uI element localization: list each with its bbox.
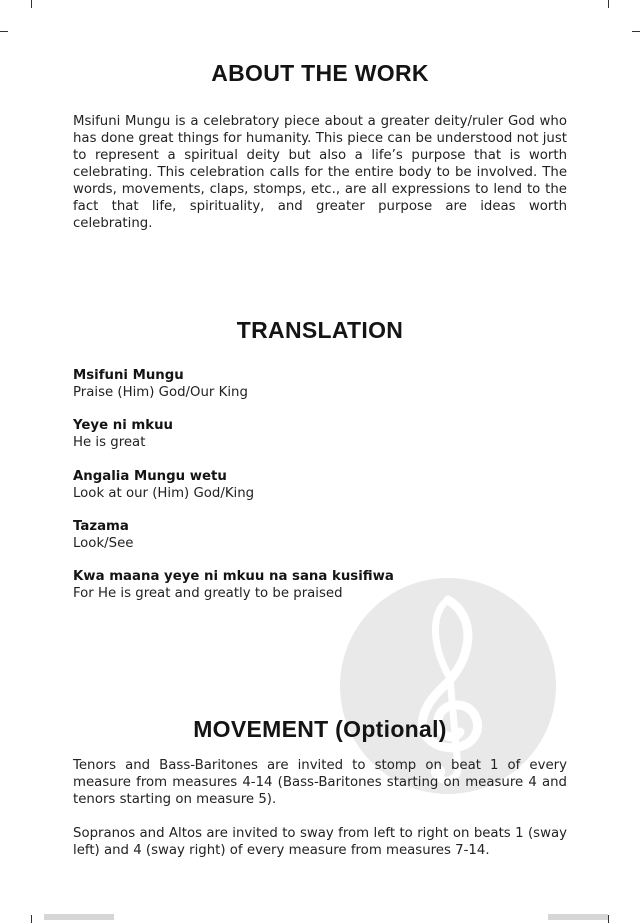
movement-paragraph: Sopranos and Altos are invited to sway from left to right on beats 1 (sway left) and 4 (sway right) of every measure from measures 7-14. bbox=[73, 826, 567, 858]
crop-mark-top-right bbox=[608, 0, 609, 8]
crop-mark-top-left-h bbox=[0, 31, 8, 32]
english-line: For He is great and greatly to be praised bbox=[73, 586, 343, 601]
swahili-line: Angalia Mungu wetu bbox=[73, 469, 227, 484]
footer-slug-left bbox=[44, 914, 114, 920]
english-line: He is great bbox=[73, 435, 146, 450]
movement-paragraph: Tenors and Bass-Baritones are invited to stomp on beat 1 of every measure from measures 4-14 (Bass-Baritones starting on measure 4 and tenors starting on measure 5). bbox=[73, 758, 567, 807]
movement-heading: MOVEMENT (Optional) bbox=[193, 716, 447, 742]
about-heading: ABOUT THE WORK bbox=[211, 60, 429, 86]
translation-entry bbox=[73, 568, 567, 602]
crop-mark-bottom-right bbox=[608, 915, 609, 923]
swahili-line: Msifuni Mungu bbox=[73, 368, 184, 383]
translation-entry bbox=[73, 518, 567, 552]
translation-entry bbox=[73, 417, 567, 451]
swahili-line: Yeye ni mkuu bbox=[73, 418, 174, 433]
translation-heading: TRANSLATION bbox=[236, 317, 404, 343]
english-line: Look/See bbox=[73, 536, 134, 551]
footer-slug-right bbox=[548, 914, 608, 920]
crop-mark-top-left bbox=[31, 0, 32, 8]
crop-mark-bottom-left bbox=[31, 915, 32, 923]
translation-entry bbox=[73, 468, 567, 502]
about-paragraph: Msifuni Mungu is a celebratory piece about a greater deity/ruler God who has done great things for humanity. This piece can be understood not just to represent a spiritual deity but also a life’s purpose that is worth celebrating. This celebration calls for the entire body to be involved. The words, movements, claps, stomps, etc., are all expressions to lend to the fact that life, spirituality, and greater purpose are ideas worth celebrating. bbox=[73, 114, 567, 231]
translation-entry bbox=[73, 367, 567, 401]
english-line: Look at our (Him) God/King bbox=[73, 486, 255, 501]
crop-mark-top-right-h bbox=[632, 31, 640, 32]
english-line: Praise (Him) God/Our King bbox=[73, 385, 248, 400]
swahili-line: Kwa maana yeye ni mkuu na sana kusifiwa bbox=[73, 569, 394, 584]
swahili-line: Tazama bbox=[73, 519, 129, 534]
